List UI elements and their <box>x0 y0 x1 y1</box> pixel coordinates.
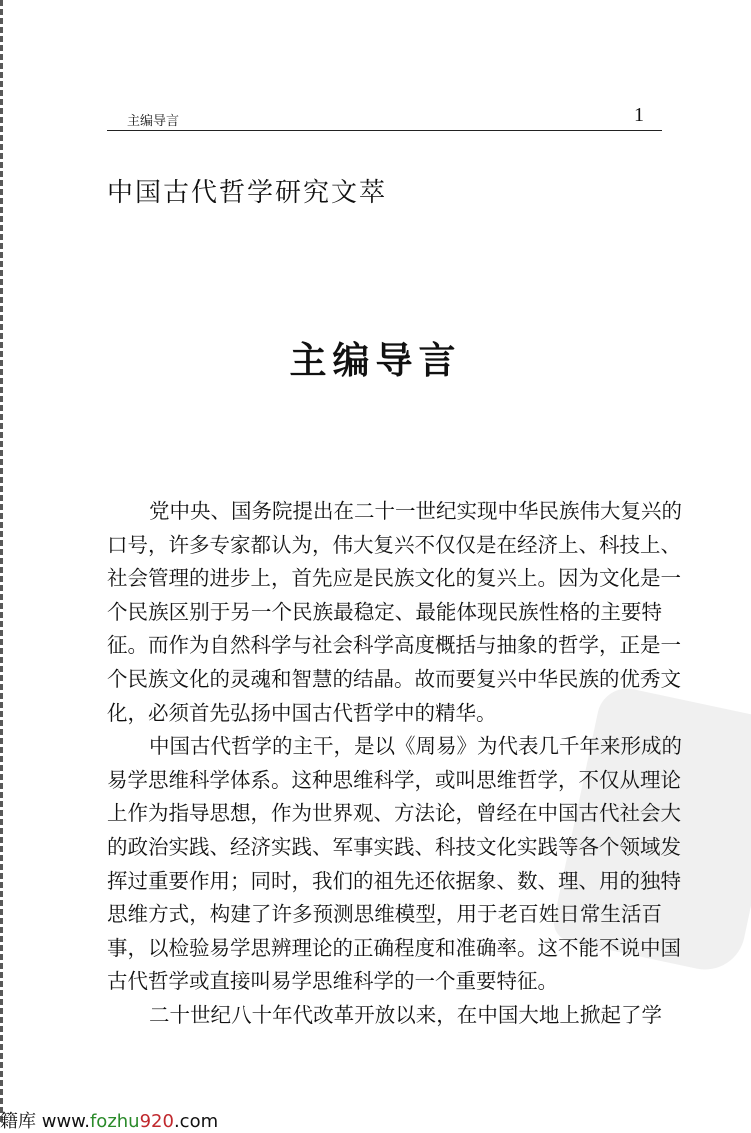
text-line: 社会管理的进步上，首先应是民族文化的复兴上。因为文化是一 <box>107 566 681 591</box>
watermark-prefix: 籍库 www. <box>0 1111 90 1132</box>
text-line: 中国古代哲学的主干，是以《周易》为代表几千年来形成的 <box>149 734 682 759</box>
watermark-red: 920 <box>139 1111 174 1132</box>
text-line: 易学思维科学体系。这种思维科学，或叫思维哲学，不仅从理论 <box>107 767 681 792</box>
running-header-section: 主编导言 <box>127 114 180 129</box>
footer-watermark <box>0 1107 218 1133</box>
watermark-green: fozhu <box>89 1111 140 1132</box>
text-line: 二十世纪八十年代改革开放以来，在中国大地上掀起了学 <box>149 1002 662 1027</box>
text-line: 事，以检验易学思辨理论的正确程度和准确率。这不能不说中国 <box>107 935 681 960</box>
body-text <box>107 495 682 1033</box>
text-line: 征。而作为自然科学与社会科学高度概括与抽象的哲学，正是一 <box>107 633 681 658</box>
text-line: 上作为指导思想，作为世界观、方法论，曾经在中国古代社会大 <box>107 801 681 826</box>
text-line: 古代哲学或直接叫易学思维科学的一个重要特征。 <box>107 969 558 994</box>
text-line: 挥过重要作用；同时，我们的祖先还依据象、数、理、用的独特 <box>107 868 681 893</box>
running-header <box>107 104 662 131</box>
text-line: 口号，许多专家都认为，伟大复兴不仅仅是在经济上、科技上、 <box>107 532 681 557</box>
text-line: 党中央、国务院提出在二十一世纪实现中华民族伟大复兴的 <box>149 499 682 523</box>
watermark-suffix: .com <box>173 1111 219 1132</box>
scan-edge <box>0 0 7 1122</box>
text-line: 化，必须首先弘扬中国古代哲学中的精华。 <box>107 700 497 725</box>
text-line: 个民族文化的灵魂和智慧的结晶。故而要复兴中华民族的优秀文 <box>107 666 681 691</box>
series-title: 中国古代哲学研究文萃 <box>107 178 388 208</box>
text-line: 个民族区别于另一个民族最稳定、最能体现民族性格的主要特 <box>107 599 662 624</box>
text-line: 思维方式，构建了许多预测思维模型，用于老百姓日常生活百 <box>107 902 662 927</box>
page-number: 1 <box>634 104 644 126</box>
chapter-title: 主编导言 <box>289 338 462 382</box>
text-line: 的政治实践、经济实践、军事实践、科技文化实践等各个领域发 <box>107 834 681 859</box>
